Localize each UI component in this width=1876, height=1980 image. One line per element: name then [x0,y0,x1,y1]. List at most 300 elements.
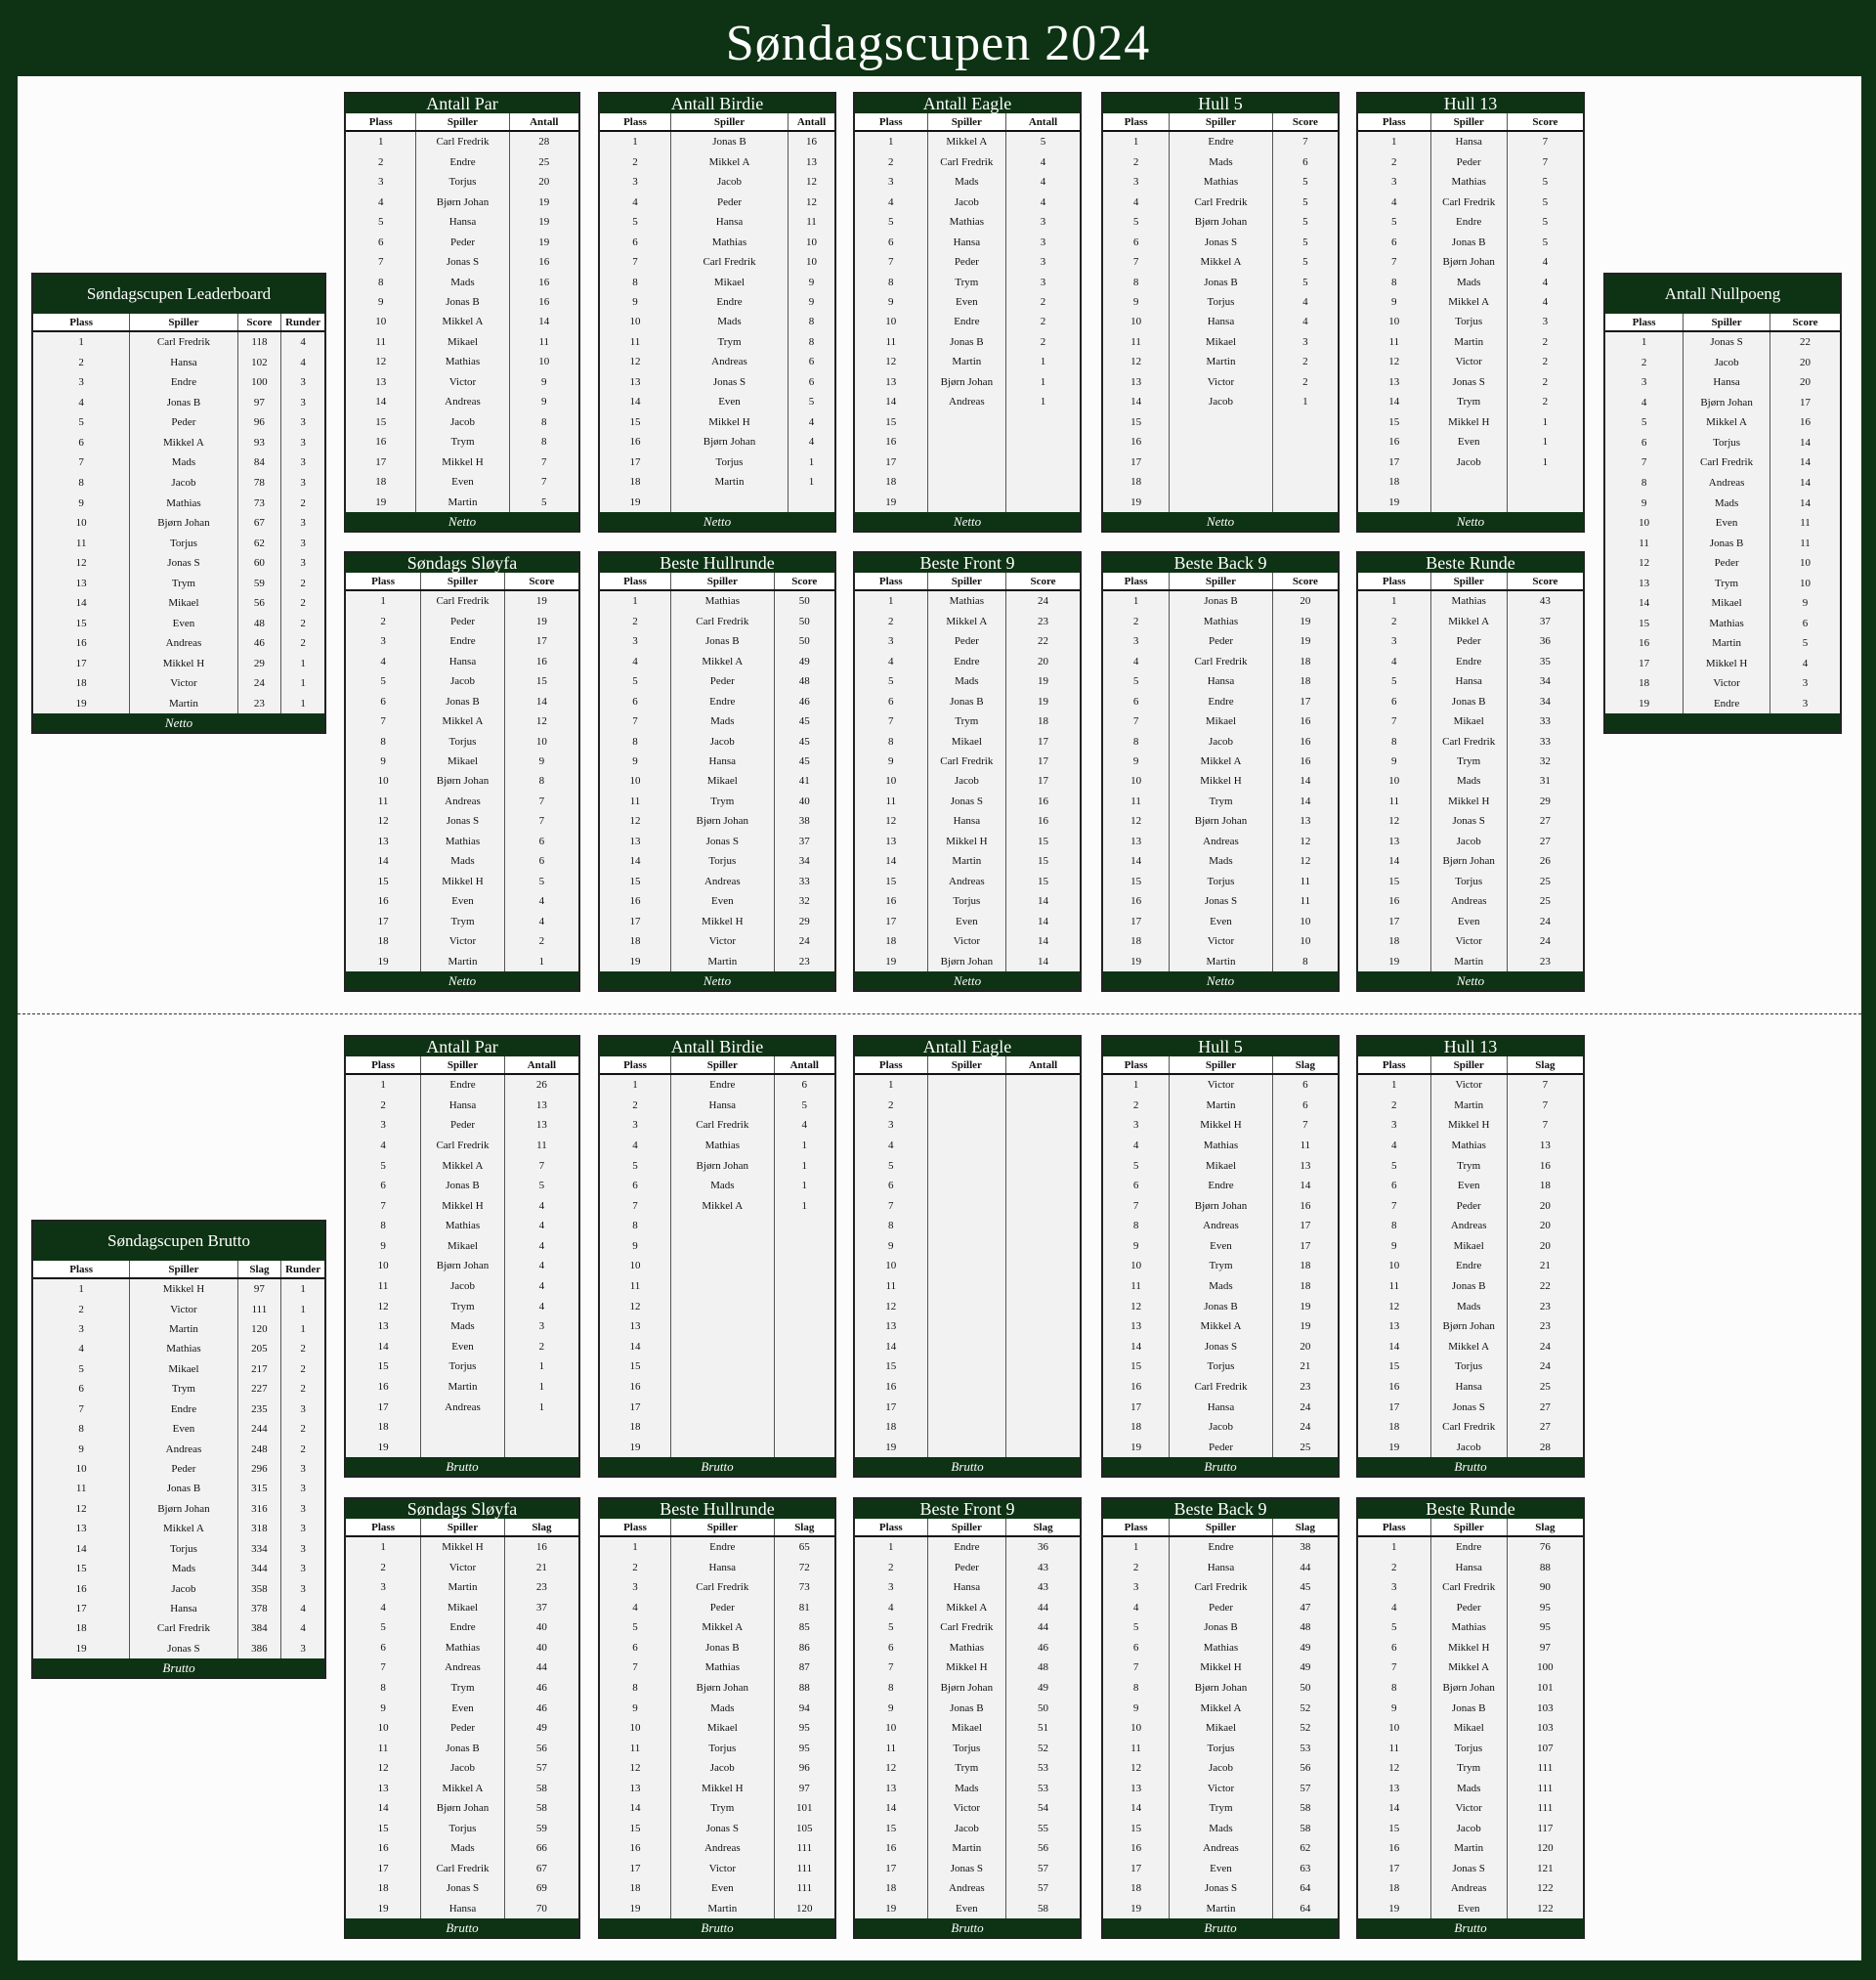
player-cell: Hansa [415,212,508,232]
table-footer: Brutto [1204,1459,1237,1474]
player-cell: Mikael [670,1718,774,1739]
value-cell: 52 [1272,1698,1338,1718]
table-row [1358,472,1583,492]
column-header: Plass [371,1522,395,1533]
player-cell: Carl Fredrik [1169,651,1272,670]
rank-cell: 9 [1391,295,1397,308]
player-cell: Jonas B [1430,691,1507,710]
rank-cell: 15 [1639,617,1650,629]
value-cell: 44 [504,1657,578,1678]
table-row [1103,931,1338,951]
table-row [1103,1236,1338,1257]
value-cell: 5 [1507,232,1583,251]
player-cell: Mads [420,851,504,871]
rank-cell: 7 [377,256,384,269]
player-cell: Mikkel A [415,312,508,331]
value-cell: 20 [1507,1236,1583,1257]
value-cell: 25 [1507,891,1583,911]
value-cell [1005,472,1080,492]
value-cell [1005,1075,1080,1096]
rank-cell: 11 [375,335,386,348]
table-row [600,392,834,411]
value-cell: 19 [509,192,578,211]
rank-cell: 2 [78,1303,84,1315]
table-row [33,1578,324,1598]
rank-cell: 3 [1391,176,1397,189]
rank-cell: 13 [1388,835,1400,847]
player-cell: Trym [927,1758,1006,1779]
player-cell: Jonas B [129,393,236,413]
rank-cell: 19 [377,1902,389,1915]
value-cell: 3 [1005,232,1080,251]
rank-cell: 1 [888,595,894,608]
table-row [33,1299,324,1318]
player-cell: Trym [670,792,774,811]
rank-cell: 8 [632,735,638,748]
value-cell: 1 [1507,432,1583,452]
value-cell: 33 [1507,711,1583,731]
value-cell: 24 [1507,931,1583,951]
table-row [1103,151,1338,171]
value-cell: 7 [1507,1115,1583,1136]
rank-cell: 17 [885,1862,897,1874]
value-cell [774,1256,834,1276]
player-cell: Victor [1169,1075,1272,1096]
table-n-birdie [598,92,836,533]
player-cell: Mads [670,1698,774,1718]
rank-cell: 10 [885,1722,897,1735]
table-header-row [33,1261,324,1279]
value-cell: 50 [1005,1698,1080,1718]
player-cell: Jonas B [927,1698,1006,1718]
value-cell: 20 [1769,353,1840,373]
table-row [1605,433,1840,453]
rank-cell: 9 [377,295,384,308]
table-footer: Netto [703,514,732,529]
value-cell: 7 [1272,1115,1338,1136]
table-header-row [346,573,578,591]
rank-cell: 12 [629,356,641,368]
player-cell: Bjørn Johan [420,771,504,791]
value-cell [774,1356,834,1377]
rank-cell: 19 [1639,697,1650,710]
rank-cell: 16 [629,436,641,449]
table-row [1358,851,1583,871]
table-rows [346,591,578,971]
rank-cell: 6 [78,1383,84,1396]
player-cell: Mikkel H [1169,1657,1272,1678]
value-cell [1005,1437,1080,1457]
player-cell: Peder [1169,1437,1272,1457]
value-cell: 54 [1005,1798,1080,1819]
value-cell [1005,1377,1080,1398]
player-cell: Mikael [1430,1236,1507,1257]
rank-cell: 6 [377,236,384,248]
player-cell: Mads [1430,1778,1507,1798]
player-cell: Mathias [420,1638,504,1658]
table-row [346,1176,578,1196]
player-cell: Victor [1430,1075,1507,1096]
player-cell [927,1195,1006,1216]
player-cell: Mads [670,312,788,331]
player-cell: Bjørn Johan [420,1256,504,1276]
rank-cell: 10 [885,775,897,788]
value-cell [1005,1337,1080,1357]
player-cell: Hansa [129,1599,236,1618]
table-row [600,1617,834,1638]
rank-cell: 6 [1132,1180,1139,1192]
table-title: Antall Eagle [922,1037,1012,1056]
value-cell: 2 [280,1379,324,1399]
value-cell: 316 [237,1499,281,1519]
rank-cell: 19 [885,1902,897,1915]
rank-cell: 9 [632,754,638,767]
table-row [33,353,324,373]
table-row [600,891,834,911]
player-cell: Jacob [1683,353,1769,373]
table-row [1103,1537,1338,1558]
value-cell: 40 [504,1638,578,1658]
table-row [346,912,578,931]
rank-cell: 2 [1391,1561,1397,1573]
rank-cell: 2 [888,1098,894,1111]
table-row [1358,312,1583,331]
player-cell: Mathias [670,1657,774,1678]
table-footer: Brutto [1204,1920,1237,1935]
table-row [33,1618,324,1638]
player-cell: Jonas B [927,691,1006,710]
table-row [1103,392,1338,411]
value-cell [1507,492,1583,511]
rank-cell: 6 [380,1641,386,1654]
value-cell: 102 [237,353,281,373]
table-row [600,752,834,771]
rank-cell: 5 [1641,416,1647,429]
rank-cell: 7 [632,715,638,728]
player-cell: Mikkel A [1169,1698,1272,1718]
column-header: Spiller [670,1056,774,1073]
value-cell: 22 [1507,1276,1583,1297]
table-header-row [855,113,1080,132]
table-row [600,931,834,951]
value-cell: 25 [1507,1377,1583,1398]
player-cell: Endre [1430,1256,1507,1276]
table-row [1358,212,1583,232]
table-row [600,1758,834,1779]
player-cell: Mads [1430,272,1507,291]
column-header: Slag [504,1519,578,1535]
table-row [1103,1577,1338,1598]
value-cell: 72 [774,1558,834,1578]
value-cell: 8 [504,771,578,791]
value-cell: 111 [774,1878,834,1899]
rank-cell: 14 [75,1542,87,1555]
value-cell: 235 [237,1399,281,1419]
player-cell: Even [415,472,508,492]
rank-cell: 13 [377,835,389,847]
player-cell: Even [1683,513,1769,534]
player-cell: Trym [1169,1256,1272,1276]
rank-cell: 3 [78,376,84,389]
table-b-front9 [853,1497,1082,1939]
table-row [1103,1838,1338,1859]
rank-cell: 17 [629,455,641,468]
rank-cell: 14 [377,1340,389,1353]
table-row [855,951,1080,970]
player-cell: Bjørn Johan [1169,1195,1272,1216]
player-cell: Carl Fredrik [670,611,774,630]
column-header: Spiller [1683,314,1769,330]
table-rows [855,591,1080,971]
table-b-par [344,1035,580,1478]
player-cell: Hansa [1430,132,1507,151]
value-cell: 3 [280,433,324,453]
value-cell: 41 [774,771,834,791]
player-cell: Mathias [420,832,504,851]
rank-cell: 16 [1388,895,1400,908]
value-cell [1005,1176,1080,1196]
rank-cell: 8 [632,276,638,288]
player-cell: Torjus [420,731,504,751]
table-body [346,113,578,512]
rank-cell: 1 [1641,336,1647,349]
column-header: Plass [371,576,395,587]
table-row [600,1818,834,1838]
table-row [1103,252,1338,272]
table-b-eagle [853,1035,1082,1478]
player-cell: Jonas B [1430,232,1507,251]
column-header: Plass [623,1522,647,1533]
column-header: Plass [878,116,903,128]
value-cell: 3 [1005,272,1080,291]
table-row [855,192,1080,211]
value-cell: 55 [1005,1818,1080,1838]
player-cell: Mikkel A [1430,611,1507,630]
player-cell: Trym [420,1296,504,1316]
table-row [855,631,1080,651]
rank-cell: 8 [1391,1681,1397,1694]
rank-cell: 3 [888,1119,894,1132]
rank-cell: 15 [1130,1360,1142,1373]
table-row [600,1738,834,1758]
table-row [1103,1657,1338,1678]
column-header: Antall [504,1056,578,1073]
value-cell: 18 [1272,651,1338,670]
table-row [1103,1276,1338,1297]
table-row [855,931,1080,951]
value-cell: 33 [1507,731,1583,751]
player-cell: Hansa [1169,1397,1272,1417]
rank-cell: 19 [1130,955,1142,968]
player-cell: Jacob [670,1758,774,1779]
player-cell: Even [670,1878,774,1899]
value-cell: 13 [504,1115,578,1136]
player-cell: Martin [420,1577,504,1598]
table-row [855,132,1080,151]
rank-cell: 14 [377,1802,389,1815]
column-header: Score [1272,573,1338,589]
value-cell: 16 [509,292,578,312]
rank-cell: 14 [1388,855,1400,868]
table-row [1103,232,1338,251]
column-header: Spiller [927,113,1006,130]
value-cell: 11 [1272,872,1338,891]
player-cell [927,1216,1006,1236]
table-row [1358,452,1583,472]
table-row [346,1698,578,1718]
value-cell: 1 [280,654,324,674]
player-cell: Mikael [129,1359,236,1379]
value-cell: 14 [1272,1176,1338,1196]
player-cell: Bjørn Johan [1430,1316,1507,1337]
player-cell: Jonas S [670,1818,774,1838]
player-cell: Mathias [129,493,236,513]
table-row [346,1838,578,1859]
value-cell: 21 [1272,1356,1338,1377]
table-header-row [346,1519,578,1537]
player-cell: Martin [129,1319,236,1339]
rank-cell: 19 [629,955,641,968]
value-cell: 24 [774,931,834,951]
table-body [346,1056,578,1457]
table-row [600,711,834,731]
table-row [346,132,578,151]
player-cell: Andreas [670,1838,774,1859]
table-row [855,1838,1080,1859]
table-row [1103,912,1338,931]
table-row [33,673,324,694]
rank-cell: 5 [380,1621,386,1634]
player-cell [670,1437,774,1457]
table-row [600,671,834,691]
value-cell: 95 [1507,1617,1583,1638]
rank-cell: 12 [629,1300,641,1313]
table-row [33,553,324,574]
rank-cell: 5 [888,216,894,229]
table-row [1358,651,1583,670]
player-cell [670,1296,774,1316]
table-row [855,1136,1080,1156]
table-row [855,1276,1080,1297]
table-row [600,591,834,611]
player-cell: Martin [1430,1096,1507,1116]
column-header: Plass [69,317,94,328]
table-row [600,1397,834,1417]
table-row [346,1617,578,1638]
rank-cell: 6 [380,695,386,708]
player-cell: Carl Fredrik [1169,192,1272,211]
table-row [346,951,578,970]
column-header: Score [1507,573,1583,589]
rank-cell: 15 [885,875,897,887]
value-cell: 103 [1507,1718,1583,1739]
table-rows [600,1537,834,1918]
rank-cell: 10 [1388,316,1400,328]
value-cell: 15 [1005,832,1080,851]
column-header: Score [1769,314,1840,330]
table-row [600,1598,834,1618]
rank-cell: 16 [629,1842,641,1855]
table-body [855,573,1080,971]
rank-cell: 6 [1641,436,1647,449]
table-row [1358,631,1583,651]
rank-cell: 18 [629,1882,641,1895]
rank-cell: 8 [380,1681,386,1694]
rank-cell: 15 [885,415,897,428]
table-row [346,1096,578,1116]
table-row [33,1279,324,1299]
table-row [1103,372,1338,392]
rank-cell: 19 [377,1441,389,1453]
table-row [855,872,1080,891]
column-header: Score [774,573,834,589]
rank-cell: 3 [1391,1581,1397,1594]
rank-cell: 8 [78,1423,84,1436]
player-cell: Endre [420,1617,504,1638]
player-cell: Bjørn Johan [1430,252,1507,272]
player-cell: Victor [1430,931,1507,951]
player-cell: Carl Fredrik [420,1136,504,1156]
player-cell: Martin [415,492,508,511]
rank-cell: 14 [1130,396,1142,409]
rank-cell: 5 [377,216,384,229]
table-title: Søndags Sløyfa [406,553,518,573]
rank-cell: 9 [1391,1701,1397,1714]
value-cell: 1 [1507,452,1583,472]
player-cell: Mikkel H [1169,771,1272,791]
player-cell: Martin [1169,352,1272,371]
rank-cell: 4 [1391,1140,1397,1152]
table-row [600,1698,834,1718]
value-cell: 16 [509,272,578,291]
value-cell: 20 [1272,1337,1338,1357]
table-row [1103,1356,1338,1377]
value-cell: 38 [1272,1537,1338,1558]
player-cell: Jonas S [1430,811,1507,831]
table-row [600,1417,834,1438]
rank-cell: 11 [629,335,641,348]
table-header-row [1103,1519,1338,1537]
rank-cell: 15 [75,617,87,629]
value-cell: 50 [774,631,834,651]
rank-cell: 10 [885,1260,897,1272]
value-cell: 26 [1507,851,1583,871]
player-cell [927,452,1006,472]
column-header: Slag [1272,1056,1338,1073]
table-row [346,1678,578,1699]
player-cell: Mads [1169,151,1272,171]
table-footer: Brutto [1454,1920,1487,1935]
player-cell: Mikkel A [420,711,504,731]
table-title: Antall Par [426,1037,498,1056]
value-cell: 5 [504,1176,578,1196]
value-cell: 344 [237,1559,281,1578]
leaderboard-sheet [18,76,1861,1960]
player-cell: Torjus [670,452,788,472]
table-b-hull13 [1356,1035,1585,1478]
value-cell [1005,412,1080,432]
table-row [346,1859,578,1879]
value-cell: 2 [1507,332,1583,352]
rank-cell: 2 [78,356,84,368]
table-row [600,872,834,891]
table-row [33,452,324,473]
rank-cell: 10 [1388,1722,1400,1735]
table-row [33,1599,324,1618]
rank-cell: 11 [377,1280,389,1293]
value-cell: 18 [1507,1176,1583,1196]
table-body [855,113,1080,512]
